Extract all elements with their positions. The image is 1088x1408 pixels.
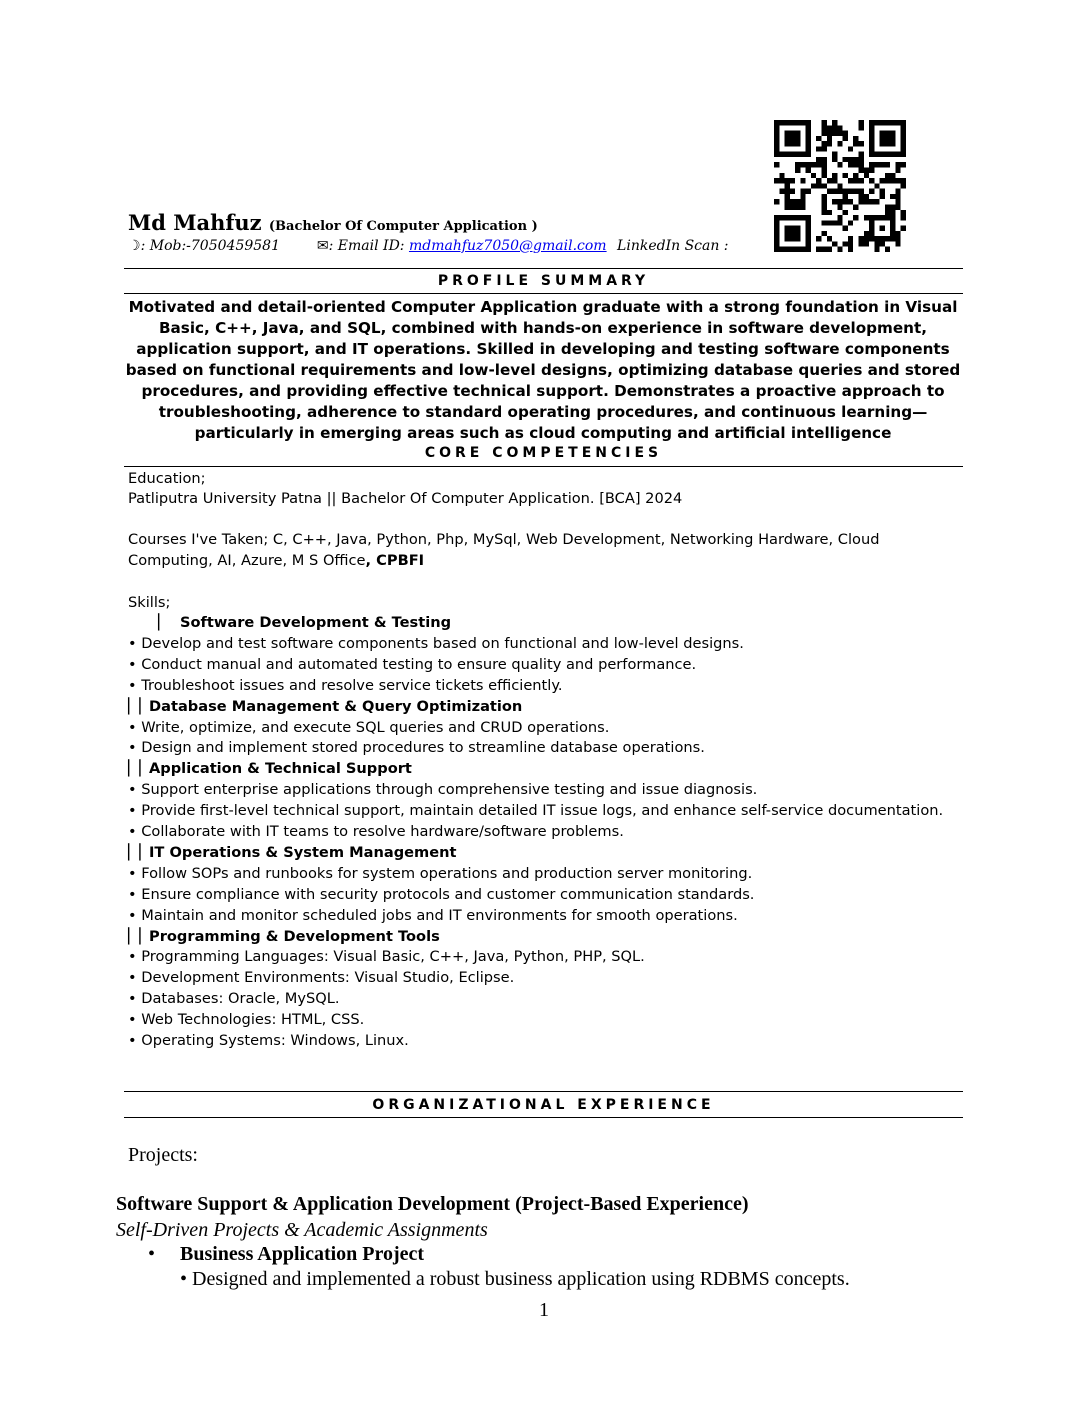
candidate-name: Md Mahfuz [128,210,262,235]
qr-code-icon [774,120,906,252]
bullet-icon: • [148,1243,156,1265]
skill-item: • Collaborate with IT teams to resolve hardware/software problems. [128,823,624,840]
core-competencies-heading: CORE COMPETENCIES [424,445,663,461]
page-number: 1 [539,1299,549,1321]
courses-line-1: Courses I've Taken; C, C++, Java, Python, Php, MySql, Web Development, Networking Hardware, Cloud [128,531,880,548]
skill-item: • Write, optimize, and execute SQL queries and CRUD operations. [128,718,610,736]
courses-bold: , CPBFI [365,552,425,569]
skill-group-marker: ▏▏ [128,843,151,861]
divider [124,293,963,294]
skill-item: • Web Technologies: HTML, CSS. [128,1011,365,1029]
skill-group-title-text: Database Management & Query Optimization [149,697,523,715]
email-label: : Email ID: [328,238,405,254]
candidate-degree: (Bachelor Of Computer Application ) [268,219,538,234]
education-label: Education; [128,470,206,487]
projects-label: Projects: [128,1144,198,1166]
skill-group-marker: ▏ [158,614,170,631]
skill-group-title-text: Programming & Development Tools [149,927,440,945]
project-item [148,1243,424,1266]
skill-item: • Troubleshoot issues and resolve service tickets efficiently. [128,676,563,694]
phone-icon: ☽ [128,238,141,254]
experience-subtitle: Self-Driven Projects & Academic Assignments [116,1219,488,1241]
project-name: Business Application Project [180,1243,425,1265]
skill-item: • Provide first-level technical support, maintain detailed IT issue logs, and enhance self-service documentation. [128,802,944,820]
skill-group-marker: ▏▏ [128,927,151,945]
email-link[interactable]: mdmahfuz7050@gmail.com [408,238,607,254]
skill-item: • Conduct manual and automated testing to ensure quality and performance. [128,655,697,673]
divider [124,1117,963,1118]
skill-item: • Programming Languages: Visual Basic, C++, Java, Python, PHP, SQL. [128,948,645,966]
skills-label: Skills; [128,594,171,611]
divider [124,1091,963,1092]
experience-title: Software Support & Application Development (Project-Based Experience) [116,1193,749,1215]
profile-summary-heading: PROFILE SUMMARY [437,273,650,289]
linkedin-label: LinkedIn Scan : [617,238,729,254]
skill-group-title-text: IT Operations & System Management [149,843,457,861]
profile-summary-text: Motivated and detail-oriented Computer Application graduate with a strong foundation in Visual Basic, C++, Java, and SQL, combined with hands-on experience in software development, application support, and IT operations. Skilled in developing and testing software components based on functional requirements and low-level designs, optimizing database queries and stored procedures, and providing effective technical support. Demonstrates a proactive approach to troubleshooting, adherence to standard operating procedures, and continuous learning—particularly in emerging areas such as cloud computing and artificial intelligence [125,298,961,442]
skill-item: • Operating Systems: Windows, Linux. [128,1032,409,1049]
envelope-icon: ✉ [316,238,329,254]
divider [124,268,963,269]
skill-group-title [128,759,412,779]
skill-item: • Support enterprise applications through comprehensive testing and issue diagnosis. [128,781,758,799]
skill-group-title [128,843,457,863]
contact-line [128,238,729,254]
skill-group-title [128,697,522,717]
skill-item: • Development Environments: Visual Studio, Eclipse. [128,969,515,987]
skill-item: • Databases: Oracle, MySQL. [128,990,340,1008]
courses-line-2 [128,551,424,571]
phone-number: : Mob:-7050459581 [140,238,280,254]
skill-item: • Design and implement stored procedures to streamline database operations. [128,739,705,757]
skill-group-marker: ▏▏ [128,697,151,715]
skill-group-title-text: Application & Technical Support [149,760,412,778]
skill-item: • Develop and test software components based on functional and low-level designs. [128,634,744,652]
courses-list-end: Computing, AI, Azure, M S Office [128,552,366,569]
organizational-experience-heading: ORGANIZATIONAL EXPERIENCE [372,1097,715,1113]
project-description: • Designed and implemented a robust business application using RDBMS concepts. [180,1268,850,1290]
candidate-name-line [128,210,538,235]
skill-group-title [128,927,440,947]
skill-item: • Follow SOPs and runbooks for system operations and production server monitoring. [128,864,753,882]
skill-group-title [158,613,451,633]
skill-group-marker: ▏▏ [128,760,151,778]
skill-group-title-text: Software Development & Testing [180,614,452,631]
divider [124,466,963,467]
skill-item: • Maintain and monitor scheduled jobs and IT environments for smooth operations. [128,906,738,924]
skill-item: • Ensure compliance with security protocols and customer communication standards. [128,885,755,903]
education-entry: Patliputra University Patna || Bachelor Of Computer Application. [BCA] 2024 [128,490,683,507]
